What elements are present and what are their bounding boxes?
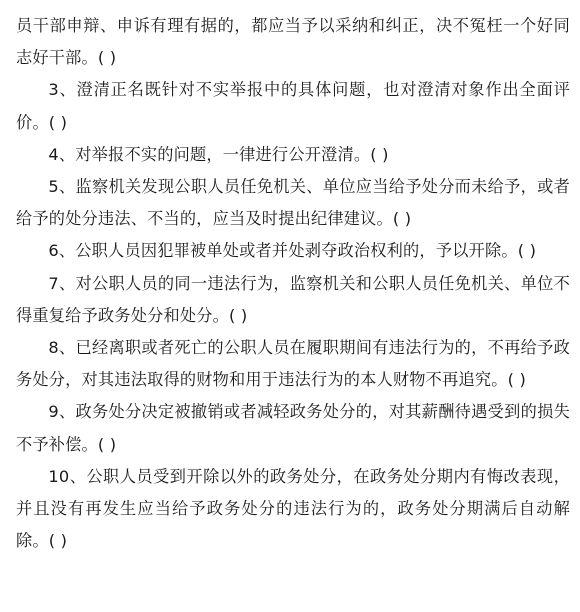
question-7: 7、对公职人员的同一违法行为，监察机关和公职人员任免机关、单位不得重复给予政务处分和处分。( ) (16, 273, 570, 325)
question-4: 4、对举报不实的问题，一律进行公开澄清。( ) (48, 144, 389, 164)
question-9: 9、政务处分决定被撤销或者减轻政务处分的，对其薪酬待遇受到的损失不予补偿。( ) (16, 402, 570, 454)
question-8: 8、已经离职或者死亡的公职人员在履职期间有违法行为的，不再给予政务处分，对其违法取得的财物和用于违法行为的本人财物不再追究。( ) (16, 338, 570, 390)
question-5: 5、监察机关发现公职人员任免机关、单位应当给予处分而未给予，或者给予的处分违法、不当的，应当及时提出纪律建议。( ) (16, 177, 570, 229)
question-6: 6、公职人员因犯罪被单处或者并处剥夺政治权利的，予以开除。( ) (48, 241, 537, 261)
question-3: 3、澄清正名既针对不实举报中的具体问题，也对澄清对象作出全面评价。( ) (16, 80, 570, 132)
question-10: 10、公职人员受到开除以外的政务处分，在政务处分期内有悔改表现，并且没有再发生应当给予政务处分的违法行为的，政务处分期满后自动解除。( ) (16, 466, 570, 551)
paragraph-continuation: 员干部申辩、申诉有理有据的，都应当予以采纳和纠正，决不冤枉一个好同志好干部。( ) (16, 16, 570, 68)
